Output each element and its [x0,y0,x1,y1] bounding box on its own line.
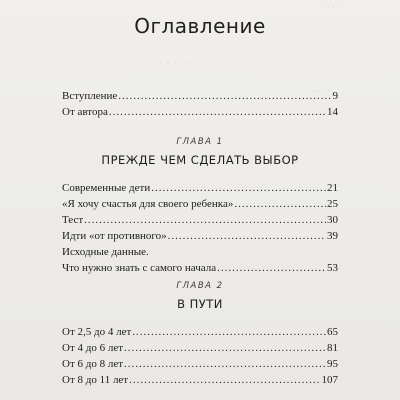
leader-dots [124,340,326,356]
toc-entry[interactable] [62,260,338,276]
toc-entry[interactable] [62,324,338,340]
leader-dots [129,372,320,388]
toc-entry-label: Вступление [62,90,118,102]
toc-entry[interactable] [62,340,338,356]
toc-entry[interactable] [62,196,338,212]
toc-entry-page: 30 [327,214,338,226]
leader-dots [84,212,326,228]
chapter-1-title: ПРЕЖДЕ ЧЕМ СДЕЛАТЬ ВЫБОР [101,153,299,167]
toc-entry-label: От автора [62,106,108,118]
toc-entry[interactable] [62,244,338,260]
leader-dots [151,180,326,196]
toc-entry-page: 25 [327,198,338,210]
leader-dots [234,196,326,212]
toc-entry-label: Исходные данные. [62,246,149,258]
toc-chapter-2 [62,324,338,388]
toc-entry-page: 14 [327,106,338,118]
chapter-2-title: В ПУТИ [177,297,223,311]
toc-entry-label: Что нужно знать с самого начала [62,262,217,274]
toc-entry-label: От 2,5 до 4 лет [62,326,132,338]
leader-dots [217,260,326,276]
toc-entry-page: 21 [327,182,338,194]
toc-intro [62,88,338,120]
toc-entry[interactable] [62,356,338,372]
toc-entry-page: 53 [327,262,338,274]
toc-entry[interactable] [62,228,338,244]
chapter-1-label: ГЛАВА 1 [176,137,224,147]
leader-dots [109,104,326,120]
toc-entry-label: От 8 до 11 лет [62,374,129,386]
leader-dots [168,228,326,244]
leader-dots [132,324,326,340]
toc-entry[interactable] [62,104,338,120]
toc-entry-page: 65 [327,326,338,338]
toc-entry-label: Тест [62,214,84,226]
toc-entry-page: 95 [327,358,338,370]
toc-entry-label: От 4 до 6 лет [62,342,124,354]
toc-chapter-1 [62,180,338,276]
toc-entry-page: 39 [327,230,338,242]
toc-entry-label: От 6 до 8 лет [62,358,124,370]
toc-entry-label: «Я хочу счастья для своего ребенка» [62,198,234,210]
bleed-through-text: · · · · · · [152,58,193,68]
toc-entry-page: 9 [332,90,338,102]
toc-entry-page: 107 [321,374,338,386]
toc-entry[interactable] [62,212,338,228]
bleed-through-text: · · · · [311,86,330,96]
leader-dots [124,356,326,372]
bleed-through-text: · · · [326,2,340,12]
page-title: Оглавление [134,14,266,38]
toc-entry-page: 81 [327,342,338,354]
toc-entry-label: Идти «от противного» [62,230,167,242]
toc-entry[interactable] [62,372,338,388]
chapter-2-label: ГЛАВА 2 [176,281,224,291]
toc-entry[interactable] [62,180,338,196]
toc-entry[interactable] [62,88,338,104]
leader-dots [118,88,331,104]
toc-entry-label: Современные дети [62,182,151,194]
